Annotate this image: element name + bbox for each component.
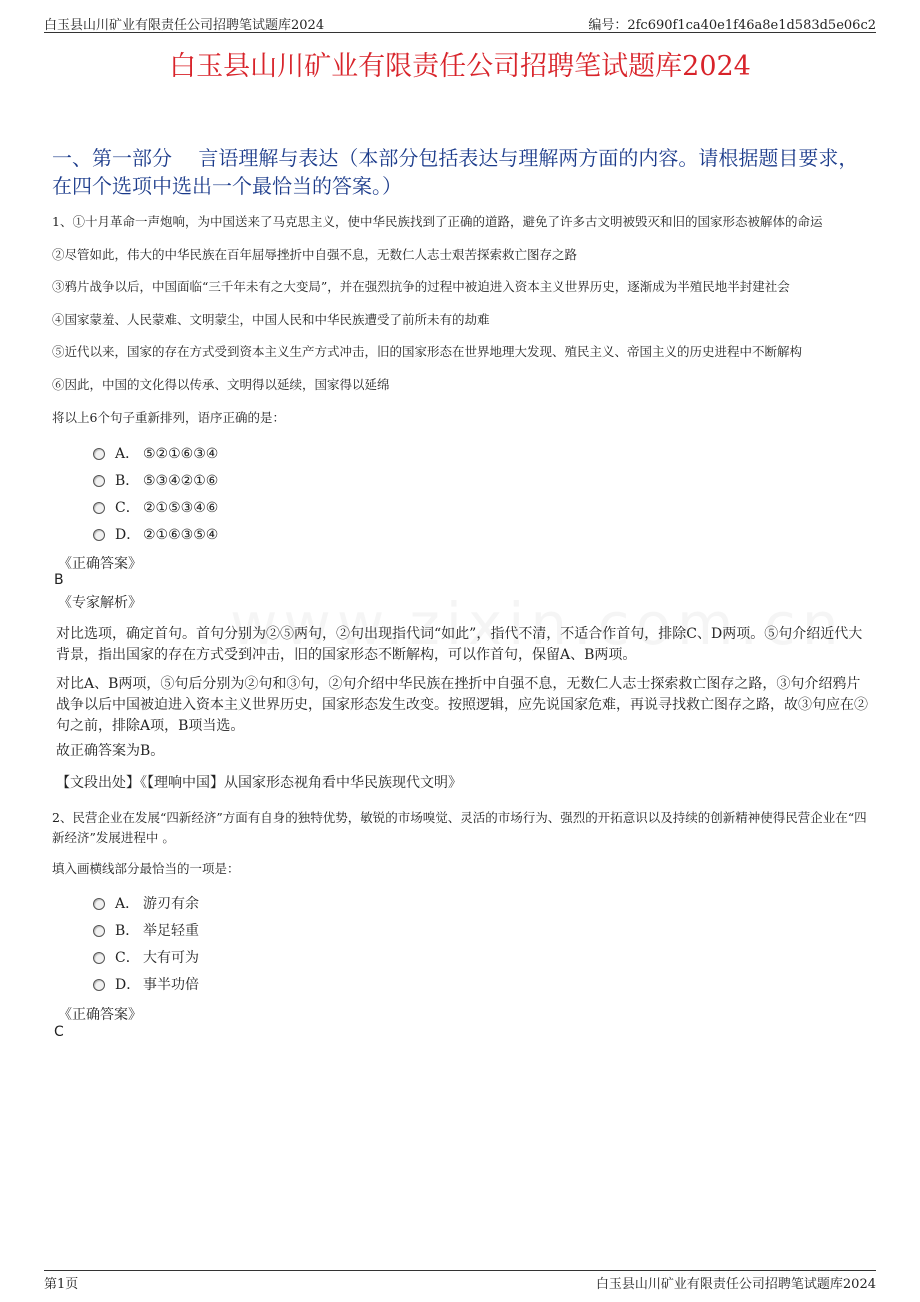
- radio-icon[interactable]: [93, 952, 105, 964]
- q1-sentence-2: ②尽管如此，伟大的中华民族在百年屈辱挫折中自强不息，无数仁人志士艰苦探索救亡图存之路: [52, 247, 578, 262]
- page-number: 第1页: [44, 1277, 79, 1292]
- option-text: ⑤②①⑥③④: [143, 446, 219, 462]
- q1-sentence-5: ⑤近代以来，国家的存在方式受到资本主义生产方式冲击，旧的国家形态在世界地理大发现、殖民主义、帝国主义的历史进程中不断解构: [52, 344, 803, 359]
- option-letter: D．: [115, 977, 141, 993]
- option-letter: B．: [115, 473, 140, 489]
- option-letter: B．: [115, 923, 140, 939]
- q1-sentence-1: 1、①十月革命一声炮响，为中国送来了马克思主义，使中华民族找到了正确的道路，避免了许多古文明被毁灭和旧的国家形态被解体的命运: [52, 214, 823, 229]
- q1-analysis-para-3: 故正确答案为B。: [56, 743, 165, 759]
- option-letter: D．: [115, 527, 141, 543]
- radio-icon[interactable]: [93, 502, 105, 514]
- q1-sentence-6: ⑥因此，中国的文化得以传承、文明得以延续，国家得以延绵: [52, 377, 390, 392]
- q1-analysis-label: 《专家解析》: [58, 595, 142, 611]
- q1-analysis-para-1: 对比选项，确定首句。首句分别为②⑤两句，②句出现指代词“如此”，指代不清，不适合作首句，排除C、D两项。⑤句介绍近代大背景，指出国家的存在方式受到冲击，旧的国家形态不断解构，可以作首句，保留A、B两项。: [56, 626, 863, 663]
- q1-sentence-4: ④国家蒙羞、人民蒙难、文明蒙尘，中国人民和中华民族遭受了前所未有的劫难: [52, 312, 490, 327]
- option-letter: A．: [115, 896, 140, 912]
- footer-title: 白玉县山川矿业有限责任公司招聘笔试题库2024: [595, 1277, 876, 1292]
- page-header: [44, 12, 876, 33]
- q2-answer: C: [54, 1024, 64, 1040]
- section-title: 一、第一部分 言语理解与表达（本部分包括表达与理解两方面的内容。请根据题目要求，在四个选项中选出一个最恰当的答案。）: [52, 146, 859, 198]
- q2-prompt: 填入画横线部分最恰当的一项是：: [52, 861, 240, 876]
- option-text: ②①⑤③④⑥: [143, 500, 219, 516]
- q1-option-c[interactable]: [93, 498, 218, 518]
- q1-prompt: 将以上6个句子重新排列，语序正确的是：: [52, 410, 285, 425]
- q2-option-b[interactable]: [93, 921, 199, 941]
- radio-icon[interactable]: [93, 529, 105, 541]
- q2-text: 2、民营企业在发展“四新经济”方面有自身的独特优势，敏锐的市场嗅觉、灵活的市场行为、强烈的开拓意识以及持续的创新精神使得民营企业在“四新经济”发展进程中 。: [52, 810, 867, 845]
- radio-icon[interactable]: [93, 925, 105, 937]
- radio-icon[interactable]: [93, 979, 105, 991]
- option-letter: C．: [115, 950, 140, 966]
- option-text: 大有可为: [143, 950, 199, 966]
- option-text: ⑤③④②①⑥: [143, 473, 219, 489]
- q1-option-d[interactable]: [93, 525, 218, 545]
- page-footer: [44, 1270, 876, 1293]
- option-letter: C．: [115, 500, 140, 516]
- q1-option-b[interactable]: [93, 471, 218, 491]
- q2-answer-label: 《正确答案》: [58, 1007, 142, 1023]
- q1-sentence-3: ③鸦片战争以后，中国面临“三千年未有之大变局”，并在强烈抗争的过程中被迫进入资本主义世界历史，逐渐成为半殖民地半封建社会: [52, 279, 790, 294]
- option-letter: A．: [115, 446, 140, 462]
- radio-icon[interactable]: [93, 448, 105, 460]
- q1-answer: B: [54, 572, 64, 588]
- option-text: 举足轻重: [143, 923, 199, 939]
- q1-answer-label: 《正确答案》: [58, 556, 142, 572]
- option-text: 游刃有余: [143, 896, 199, 912]
- q2-option-d[interactable]: [93, 975, 199, 995]
- q1-source: 【文段出处】《【理响中国】从国家形态视角看中华民族现代文明》: [56, 775, 462, 791]
- q2-option-a[interactable]: [93, 894, 199, 914]
- option-text: 事半功倍: [143, 977, 199, 993]
- page-title: 白玉县山川矿业有限责任公司招聘笔试题库2024: [169, 51, 751, 82]
- q1-option-a[interactable]: [93, 444, 218, 464]
- q2-option-c[interactable]: [93, 948, 199, 968]
- q1-analysis-para-2: 对比A、B两项，⑤句后分别为②句和③句，②句介绍中华民族在挫折中自强不息，无数仁人志士探索救亡图存之路，③句介绍鸦片战争以后中国被迫进入资本主义世界历史，国家形态发生改变。按照逻辑，应先说国家危难，再说寻找救亡图存之路，故③句应在②句之前，排除A项，B项当选。: [56, 676, 868, 734]
- header-doc-id: 编号：2fc690f1ca40e1f46a8e1d583d5e06c2: [588, 18, 876, 33]
- header-title: 白玉县山川矿业有限责任公司招聘笔试题库2024: [44, 18, 325, 33]
- radio-icon[interactable]: [93, 475, 105, 487]
- radio-icon[interactable]: [93, 898, 105, 910]
- option-text: ②①⑥③⑤④: [143, 527, 219, 543]
